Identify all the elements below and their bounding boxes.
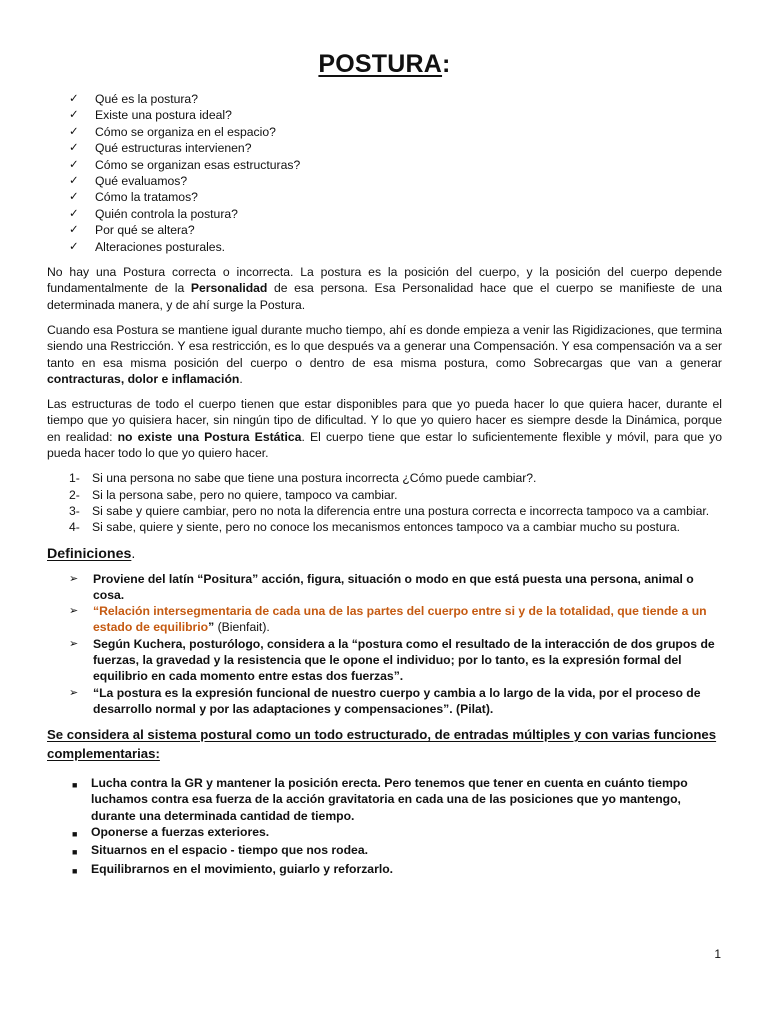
check-icon: ✓	[69, 175, 79, 188]
page-title	[47, 50, 722, 79]
title-colon: :	[442, 50, 451, 78]
list-item: ➢ “Relación intersegmentaria de cada una de las partes del cuerpo entre si y de la totalidad, que tiende a un estado de equilibrio” (Bienfait).	[69, 604, 707, 635]
square-bullet-icon: ■	[72, 865, 78, 876]
arrow-icon: ➢	[69, 686, 79, 699]
check-icon: ✓	[69, 142, 79, 155]
arrow-icon: ➢	[69, 605, 79, 618]
highlighted-definition: Relación intersegmentaria de cada una de las partes del cuerpo entre si y de la totalidad, que tiende a un estado de equilibrio	[93, 604, 707, 635]
list-item: ■ Equilibrarnos en el movimiento, guiarlo y reforzarlo.	[72, 861, 722, 879]
list-item: 1- Si una persona no sabe que tiene una postura incorrecta ¿Cómo puede cambiar?.	[69, 471, 537, 486]
square-bullet-icon: ■	[72, 829, 78, 840]
check-icon: ✓	[69, 158, 79, 171]
square-bullet-icon: ■	[72, 847, 78, 858]
list-item: ✓ Cómo la tratamos?	[69, 190, 198, 205]
arrow-icon: ➢	[69, 572, 79, 585]
paragraph-compensacion: Cuando esa Postura se mantiene igual durante mucho tiempo, ahí es donde empieza a venir las Rigidizaciones, que termina siendo una Restricción. Y esa restricción, es lo que después va a generar una Compensación. Y esa compensación va a ser tanto en esa misma posición del cuerpo o dentro de esa misma postura, como Sobrecargas que van a generar contracturas, dolor e inflamación.	[47, 322, 722, 386]
list-item: ✓ Qué evaluamos?	[69, 174, 188, 189]
list-item: ■ Situarnos en el espacio - tiempo que nos rodea.	[72, 842, 722, 860]
check-icon: ✓	[69, 191, 79, 204]
numbered-list	[47, 470, 722, 535]
check-icon: ✓	[69, 109, 79, 122]
paragraph-dinamica: Las estructuras de todo el cuerpo tienen que estar disponibles para que yo pueda hacer lo que quiera hacer, durante el tiempo que yo quisiera hacer, sin ningún tipo de dificultad. Y lo que yo quiero hacer es siempre desde la Dinámica, porque en realidad: no existe una Postura Estática. El cuerpo tiene que estar lo suficientemente flexible y móvil, para que yo pueda hacer todo lo que yo quiero hacer.	[47, 397, 722, 461]
list-item: ➢ “La postura es la expresión funcional de nuestro cuerpo y cambia a lo largo de la vida, por el proceso de desarrollo normal y por las adaptaciones y compensaciones”. (Pilat).	[69, 685, 701, 716]
list-item: ✓ Qué estructuras intervienen?	[69, 141, 252, 156]
check-icon: ✓	[69, 240, 79, 253]
functions-list	[47, 775, 722, 879]
list-item: ■ Lucha contra la GR y mantener la posición erecta. Pero tenemos que tener en cuenta en cuánto tiempo luchamos contra esa fuerza de la acción gravitatoria en cada una de las posiciones que yo mantengo, durante una determinada cantidad de tiempo.	[72, 776, 688, 823]
list-item: ✓ Existe una postura ideal?	[69, 108, 232, 123]
list-item: ✓ Cómo se organizan esas estructuras?	[69, 157, 301, 172]
check-icon: ✓	[69, 207, 79, 220]
arrow-icon: ➢	[69, 637, 79, 650]
list-item: ✓ Quién controla la postura?	[69, 206, 238, 221]
list-item: ■ Oponerse a fuerzas exteriores.	[72, 824, 722, 842]
list-item: 3- Si sabe y quiere cambiar, pero no nota la diferencia entre una postura correcta e incorrecta tampoco va a cambiar.	[69, 503, 710, 518]
list-item: ✓ Cómo se organiza en el espacio?	[69, 124, 276, 139]
check-icon: ✓	[69, 125, 79, 138]
check-icon: ✓	[69, 93, 79, 105]
list-item: 2- Si la persona sabe, pero no quiere, tampoco va cambiar.	[69, 487, 398, 502]
page-number: 1	[714, 947, 721, 961]
list-item: ✓ Alteraciones posturales.	[69, 239, 226, 254]
check-icon: ✓	[69, 224, 79, 237]
list-item: 4- Si sabe, quiere y siente, pero no conoce los mecanismos entonces tampoco va a cambiar mucho su postura.	[69, 520, 681, 535]
paragraph-personalidad: No hay una Postura correcta o incorrecta. La postura es la posición del cuerpo, y la posición del cuerpo depende fundamentalmente de la Personalidad de esa persona. Esa Personalidad hace que el cuerpo se manifieste de una determinada manera, y de ahí surge la Postura.	[47, 265, 722, 312]
definitions-list	[47, 571, 722, 718]
questions-list	[47, 91, 722, 255]
list-item: ✓ Por qué se altera?	[69, 223, 195, 238]
list-item: ✓ Qué es la postura?	[69, 92, 198, 106]
square-bullet-icon: ■	[72, 780, 78, 791]
title-text: POSTURA	[318, 50, 443, 78]
list-item: ➢ Proviene del latín “Positura” acción, figura, situación o modo en que está puesta una persona, animal o cosa.	[69, 571, 694, 602]
system-heading: Se considera al sistema postural como un todo estructurado, de entradas múltiples y con varias funciones complementarias:	[47, 727, 717, 762]
definiciones-heading: Definiciones.	[47, 545, 136, 562]
list-item: ➢ Según Kuchera, posturólogo, considera a la “postura como el resultado de la interacción de dos grupos de fuerzas, la gravedad y la resistencia que le opone el individuo; por lo tanto, es la expresión formal del equilibrio en cada momento entre estas dos fuerzas”.	[69, 636, 715, 684]
